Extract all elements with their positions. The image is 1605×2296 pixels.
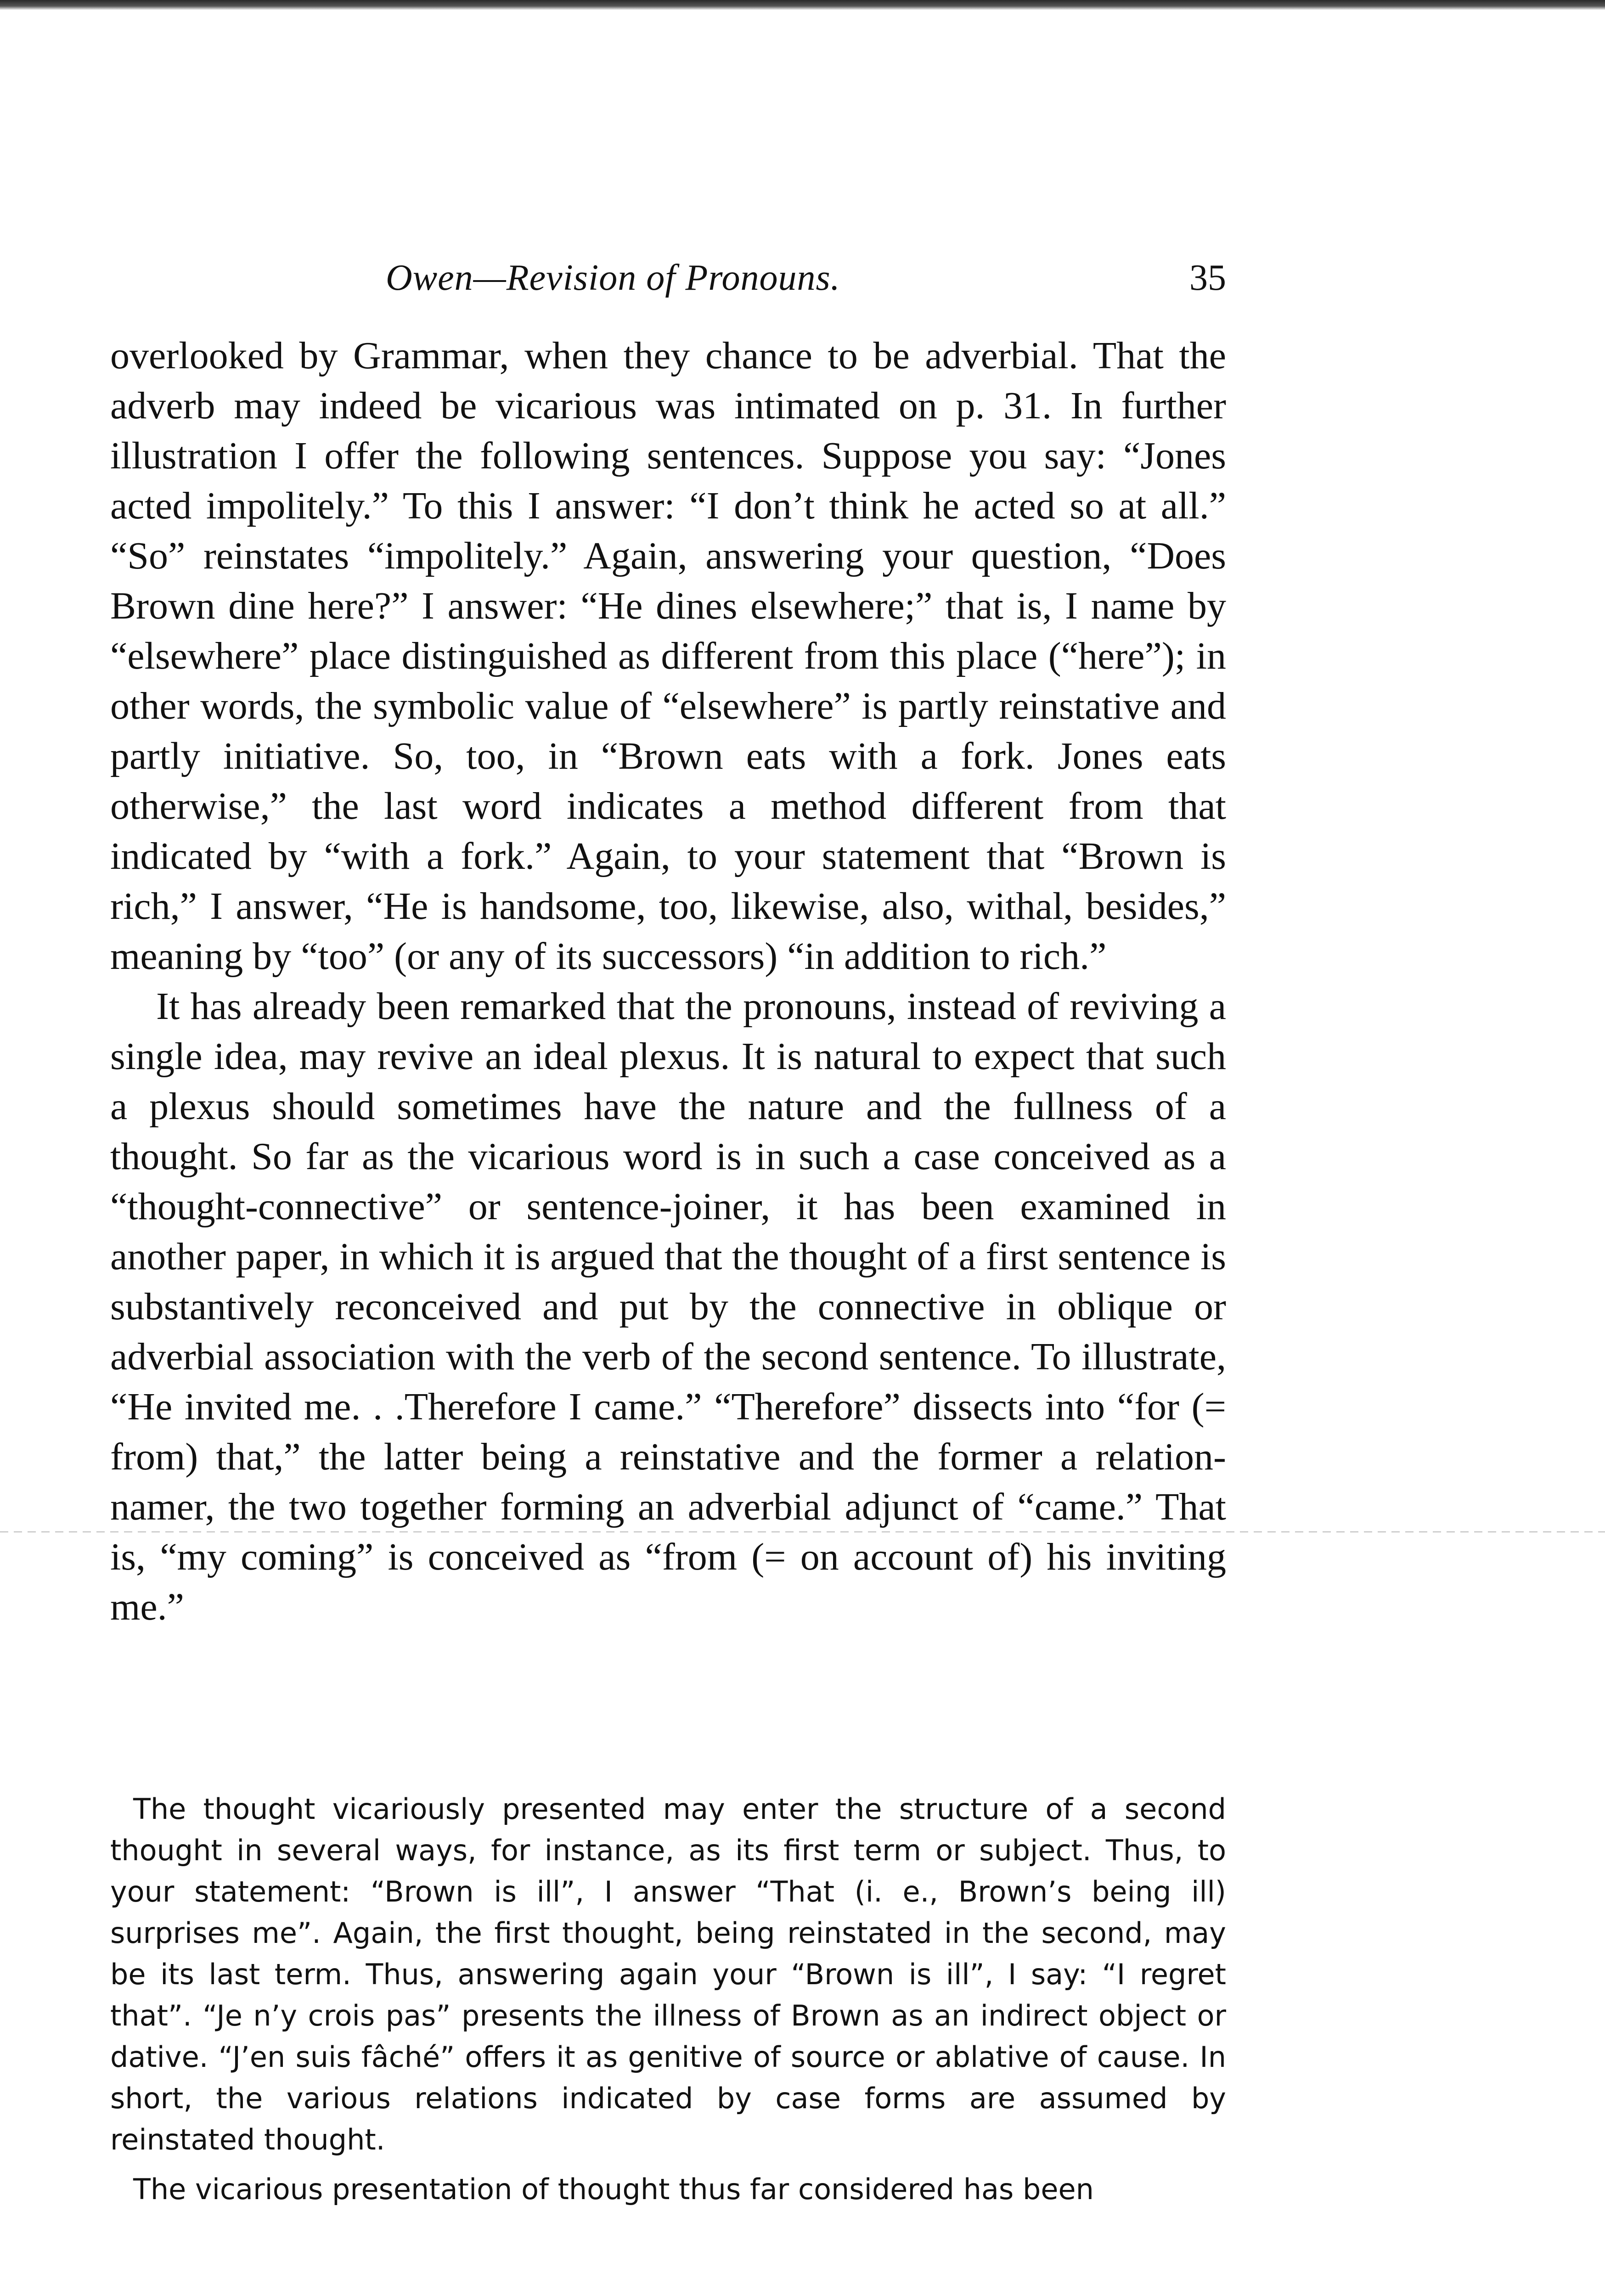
page-header xyxy=(110,257,1226,308)
page-top-edge xyxy=(0,0,1605,10)
paragraph-1: overlooked by Grammar, when they chance to be adverbial. That the adverb may indeed be vicarious was intimated on p. 31. In further illustration I offer the following sentences. Suppose you say: “Jones acted impolitely.” To this I answer: “I don’t think he acted so at all.” “So” reinstates “impolitely.” Again, answering your question, “Does Brown dine here?” I answer: “He dines elsewhere;” that is, I name by “elsewhere” place distinguished as different from this place (“here”); in other words, the symbolic value of “elsewhere” is partly reinstative and partly initiative. So, too, in “Brown eats with a fork. Jones eats otherwise,” the last word indicates a method different from that indicated by “with a fork.” Again, to your statement that “Brown is rich,” I answer, “He is handsome, too, likewise, also, withal, besides,” meaning by “too” (or any of its successors) “in addition to rich.” xyxy=(110,334,1226,978)
running-title: Owen—Revision of Pronouns. xyxy=(386,258,840,298)
small-print-text xyxy=(110,1789,1226,2218)
paragraph-2: It has already been remarked that the pronouns, instead of reviving a single idea, may revive an ideal plexus. It is natural to expect that such a plexus should sometimes have the nature and the fullness of a thought. So far as the vicarious word is in such a case conceived as a “thought-connective” or sentence-joiner, it has been examined in another paper, in which it is argued that the thought of a first sentence is substantively reconceived and put by the connective in oblique or adverbial association with the verb of the second sentence. To illustrate, “He invited me. . .Therefore I came.” “Therefore” dissects into “for (= from) that,” the latter being a reinstative and the former a relation-namer, the two together forming an adverbial adjunct of “came.” That is, “my coming” is conceived as “from (= on account of) his inviting me.” xyxy=(110,985,1226,1628)
page-number: 35 xyxy=(1189,258,1226,298)
main-body-text xyxy=(110,331,1226,1632)
small-paragraph-2: The vicarious presentation of thought thus far considered has been xyxy=(133,2172,1094,2206)
small-paragraph-1: The thought vicariously presented may enter the structure of a second thought in several ways, for instance, as its first term or subject. Thus, to your statement: “Brown is ill”, I answer “That (i. e., Brown’s being ill) surprises me”. Again, the first thought, being reinstated in the second, may be its last term. Thus, answering again your “Brown is ill”, I say: “I regret that”. “Je n’y crois pas” presents the illness of Brown as an indirect object or dative. “J’en suis fâché” offers it as genitive of source or ablative of cause. In short, the various relations indicated by case forms are assumed by reinstated thought. xyxy=(110,1792,1226,2156)
page-fold-line xyxy=(0,1531,1605,1532)
